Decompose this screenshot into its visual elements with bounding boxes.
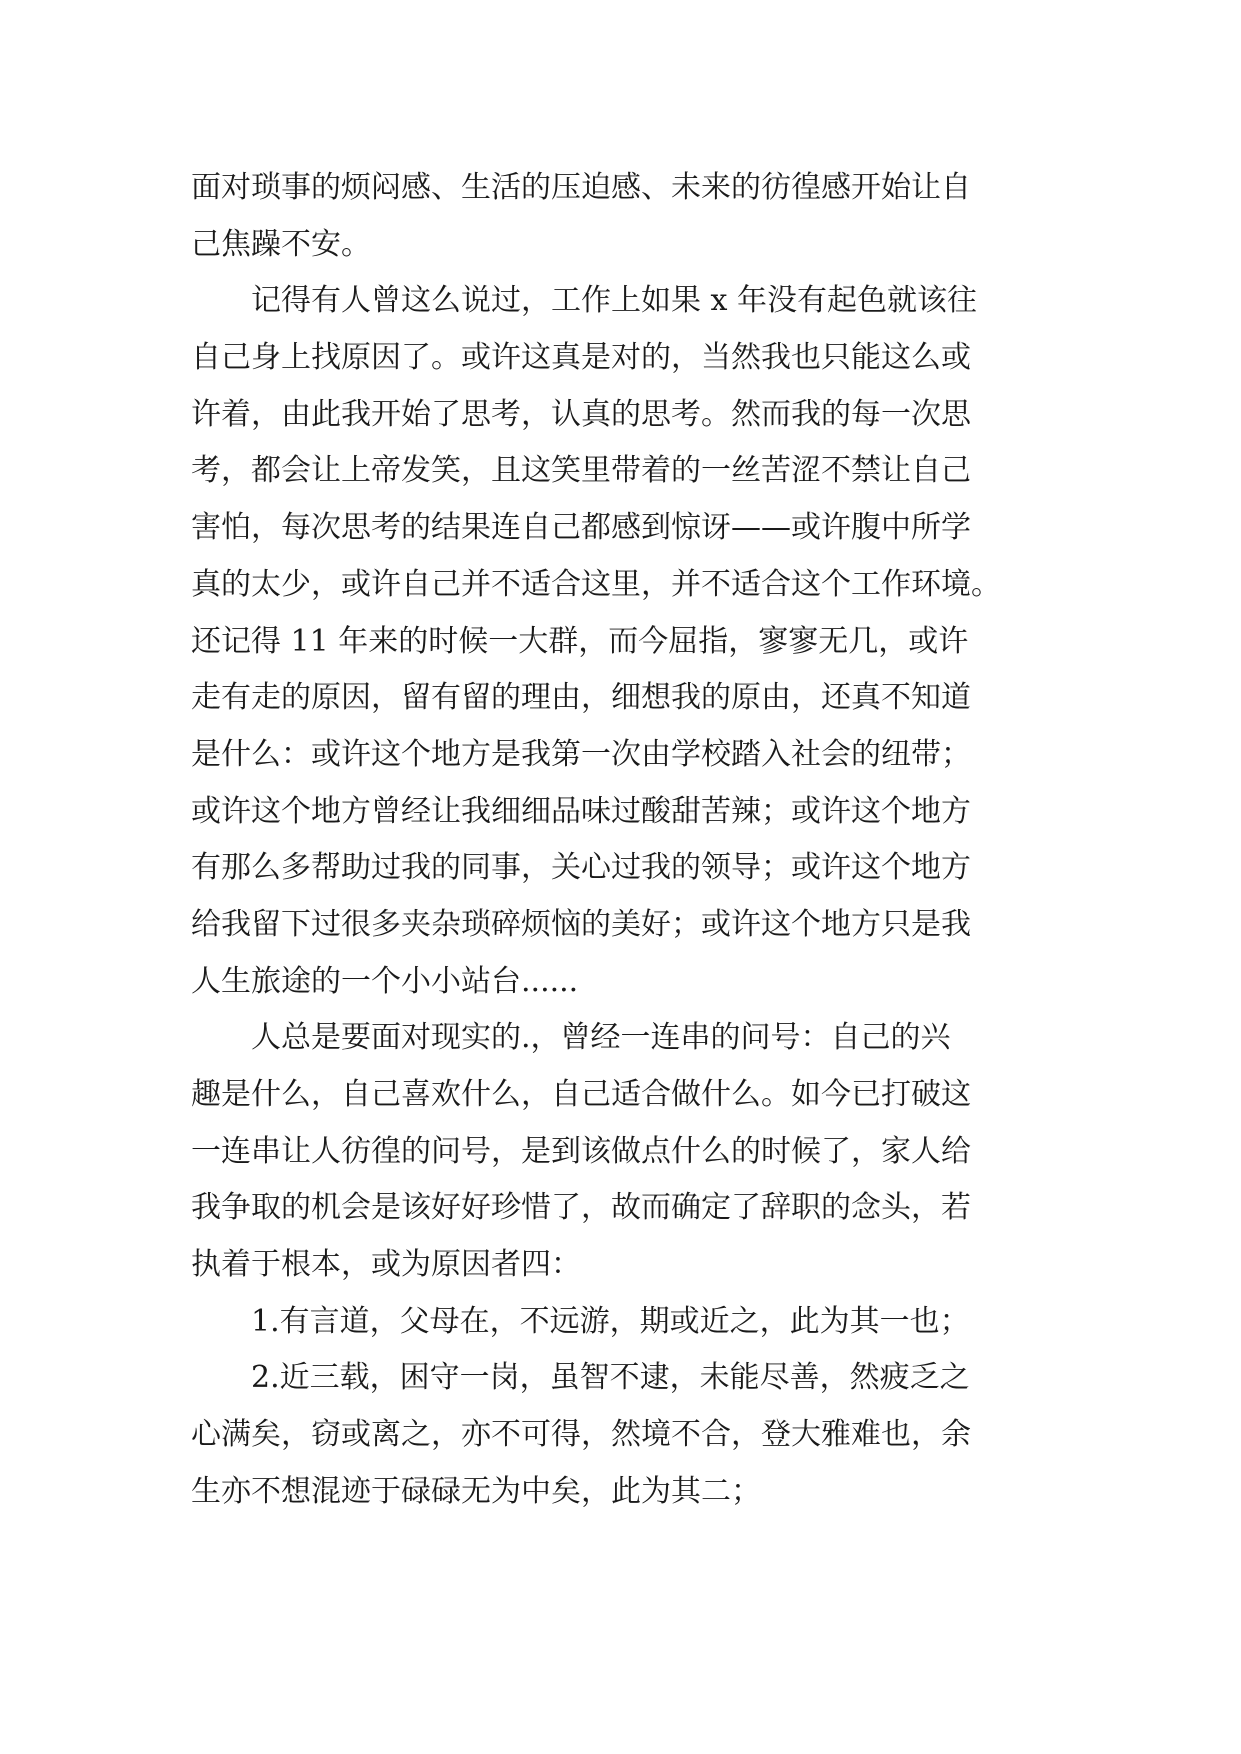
text-line: 己焦躁不安。 [191,226,371,262]
text-line: 心满矣，窃或离之，亦不可得，然境不合，登大雅难也，余 [191,1417,971,1453]
text-line: 一连串让人彷徨的问号，是到该做点什么的时候了，家人给 [191,1133,971,1169]
text-line: 2.近三载，困守一岗，虽智不逮，未能尽善，然疲乏之 [191,1360,970,1396]
text-line: 是什么：或许这个地方是我第一次由学校踏入社会的纽带； [191,736,971,772]
text-line: 真的太少，或许自己并不适合这里，并不适合这个工作环境。 [191,566,1001,602]
text-line: 有那么多帮助过我的同事，关心过我的领导；或许这个地方 [191,850,971,886]
text-line: 走有走的原因，留有留的理由，细想我的原由，还真不知道 [191,680,971,716]
text-line: 自己身上找原因了。或许这真是对的，当然我也只能这么或 [191,340,971,376]
text-line: 人生旅途的一个小小站台...... [191,963,579,999]
text-line: 考，都会让上帝发笑，且这笑里带着的一丝苦涩不禁让自己 [191,453,971,489]
text-line: 1.有言道，父母在，不远游，期或近之，此为其一也； [191,1303,970,1339]
text-line: 记得有人曾这么说过，工作上如果 x 年没有起色就该往 [191,283,977,319]
text-line: 执着于根本，或为原因者四： [191,1247,581,1283]
document-body [191,160,1061,1521]
text-line: 面对琐事的烦闷感、生活的压迫感、未来的彷徨感开始让自 [191,170,971,205]
text-line: 我争取的机会是该好好珍惜了，故而确定了辞职的念头，若 [191,1190,971,1226]
text-line: 人总是要面对现实的.，曾经一连串的问号：自己的兴 [191,1020,951,1056]
text-line: 害怕，每次思考的结果连自己都感到惊讶——或许腹中所学 [191,510,971,546]
text-line: 趣是什么，自己喜欢什么，自己适合做什么。如今已打破这 [191,1077,971,1112]
text-line: 还记得 11 年来的时候一大群，而今屈指，寥寥无几，或许 [191,623,969,659]
text-line: 许着，由此我开始了思考，认真的思考。然而我的每一次思 [191,396,971,432]
text-line: 生亦不想混迹于碌碌无为中矣，此为其二； [191,1473,761,1509]
text-line: 或许这个地方曾经让我细细品味过酸甜苦辣；或许这个地方 [191,793,971,829]
text-line: 给我留下过很多夹杂琐碎烦恼的美好；或许这个地方只是我 [191,906,971,942]
